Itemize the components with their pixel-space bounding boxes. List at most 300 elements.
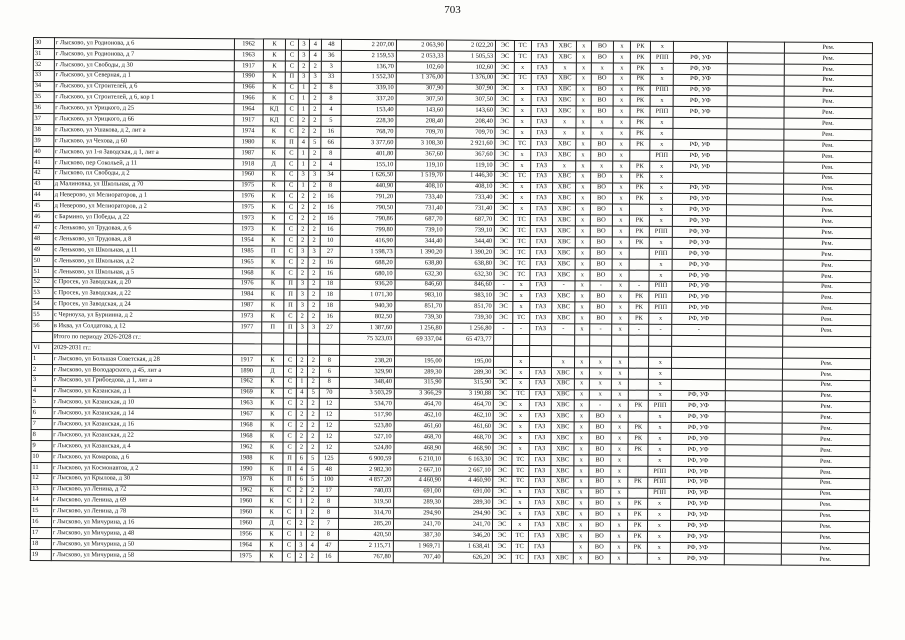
table-cell [673,172,727,183]
page-number: 703 [444,4,461,16]
table-cell [726,358,783,369]
table-cell: 2 [308,279,319,290]
table-cell: с Леньково, ул Школьная, д 5 [53,266,233,278]
table-cell: х [651,63,674,74]
table-cell: 2 667,10 [444,465,494,476]
table-cell: г Лысково, ул Большая Советская, д 28 [52,353,232,365]
table-cell: 307,50 [396,94,446,105]
table-cell: 2 [309,192,320,203]
table-cell: 3 377,60 [341,137,396,148]
table-cell: ВО [588,553,611,564]
table-cell: 1 969,71 [393,541,443,552]
table-cell [725,466,782,477]
table-cell: 2 [308,268,319,279]
table-cell: 2 [307,399,318,410]
table-cell: Рем. [784,107,872,118]
table-cell [589,346,612,357]
table-cell: ГАЗ [530,215,553,226]
table-cell: 802,50 [340,312,395,323]
table-cell: г Лысково, ул Комарова, д 6 [52,451,232,463]
table-cell: ГАЗ [528,531,551,542]
table-cell: С [283,518,295,529]
table-cell: ГАЗ [528,542,551,553]
table-cell: 16 [320,214,341,225]
table-cell: ТС [513,247,530,258]
table-cell: РФ, УФ [671,499,725,510]
table-cell: 790,50 [341,203,396,214]
table-cell: ЭС [496,51,515,62]
table-cell: 48 [318,464,339,475]
table-cell [296,344,307,355]
table-cell: 1977 [232,322,261,333]
table-cell: К [261,409,284,420]
table-cell: 2 [307,529,318,540]
table-cell: х [511,520,528,531]
table-cell: С [284,311,296,322]
table-cell: х [650,139,673,150]
table-cell: Рем. [783,260,871,271]
table-cell: 1960 [231,507,260,518]
table-cell: х [574,368,589,379]
table-cell: 13 [31,484,52,495]
table-cell: ВО [590,204,613,215]
table-cell: г Лысково, пл Свободы, д 2 [53,168,233,180]
table-cell: 38 [33,125,54,136]
table-cell: РФ, УФ [672,237,726,248]
table-cell: 33 [321,72,342,83]
table-cell: 14 [31,495,52,506]
table-cell [319,344,340,355]
table-cell: 1917 [232,355,261,366]
table-cell: 367,60 [396,149,446,160]
table-cell: х [649,357,672,368]
table-cell [726,281,783,292]
table-cell [725,445,782,456]
table-cell: 1975 [233,202,262,213]
table-cell: К [263,82,286,93]
table-cell: 7 [31,419,52,430]
table-cell: 44 [32,190,53,201]
table-cell: 3 [309,72,320,83]
table-cell [628,466,649,477]
table-cell: 461,60 [444,421,494,432]
table-cell: ВО [590,226,613,237]
table-cell: ВО [588,487,611,498]
table-cell [284,333,296,344]
table-cell: ХВС [553,84,576,95]
table-cell: РПП [651,52,674,63]
table-cell: 1987 [233,300,262,311]
table-cell: г Лысково, ул Родионова, д 7 [54,49,234,61]
table-cell: х [576,106,591,117]
table-cell: ТС [513,215,530,226]
table-cell: ГАЗ [530,160,553,171]
table-cell: 1890 [232,365,261,376]
table-cell: РК [627,531,648,542]
table-cell: К [262,213,285,224]
table-cell: х [512,400,529,411]
table-cell: 307,90 [396,83,446,94]
table-cell: 846,60 [445,280,495,291]
table-cell: 289,30 [394,366,444,377]
table-cell: РФ, УФ [671,521,725,532]
table-cell: 2 [308,224,319,235]
table-cell: К [262,191,285,202]
table-cell: 1962 [232,376,261,387]
table-cell: РФ, УФ [673,205,727,216]
table-cell: К [262,235,285,246]
table-cell [725,368,782,379]
table-cell: ЭС [495,204,514,215]
table-cell: ХВС [552,248,575,259]
table-cell: 16 [320,257,341,268]
table-cell: ТС [511,531,528,542]
table-cell: 401,80 [341,148,396,159]
table-cell: 6 [296,475,307,486]
table-cell: х [576,73,591,84]
table-cell: ХВС [552,389,575,400]
table-cell: ГАЗ [528,487,551,498]
table-cell [727,140,784,151]
table-cell: С [283,486,295,497]
table-cell: ТС [513,269,530,280]
table-cell: д Неверово, ул Мелиораторов, д 2 [53,201,233,213]
table-cell: ЭС [495,138,514,149]
table-cell: 1973 [232,311,261,322]
table-cell: 940,30 [340,301,395,312]
table-cell: 1967 [232,409,261,420]
table-cell: РФ, УФ [671,531,725,542]
table-cell [261,344,284,355]
table-cell [725,488,782,499]
table-cell: 46 [32,212,53,223]
table-cell [628,455,649,466]
table-cell: х [574,444,589,455]
table-cell: ХВС [554,52,577,63]
table-cell: ВО [590,172,613,183]
table-cell: х [613,215,630,226]
table-cell: К [263,39,286,50]
table-cell: К [263,93,286,104]
table-cell: РК [627,520,648,531]
table-cell: ГАЗ [528,498,551,509]
table-cell: 731,40 [395,203,445,214]
table-cell: ВО [589,291,612,302]
table-cell: 936,20 [340,279,395,290]
table-cell: 55 [32,310,53,321]
table-cell: х [553,128,576,139]
table-cell: х [514,149,531,160]
table-cell: 2 [296,366,307,377]
table-cell: 12 [319,399,340,410]
table-cell [673,118,727,129]
table-cell: х [648,444,671,455]
table-cell: С [286,61,298,72]
table-cell: С [285,235,297,246]
table-cell: ХВС [553,215,576,226]
table-cell: ТС [514,40,531,51]
table-cell: х [650,270,673,281]
table-cell: х [575,324,590,335]
table-cell: г Лысково, ул Родионова, д 6 [54,38,234,50]
table-cell: х [613,204,630,215]
table-cell: КД [263,104,286,115]
table-cell: К [262,278,285,289]
table-cell: Рем. [783,238,871,249]
table-cell: ХВС [551,498,574,509]
table-cell: 40 [33,146,54,157]
table-cell: 2 [309,159,320,170]
table-cell: 733,40 [445,192,495,203]
table-cell: С [283,551,295,562]
table-cell: 348,40 [340,377,395,388]
table-cell: Рем. [782,401,870,412]
table-cell: 846,60 [395,279,445,290]
table-cell: ХВС [552,367,575,378]
table-cell: х [612,368,629,379]
table-cell: х [613,183,630,194]
table-cell: К [261,398,284,409]
table-cell [628,346,649,357]
table-cell: 1 [295,497,306,508]
table-cell: 8 [318,529,339,540]
table-cell: 440,90 [341,181,396,192]
table-cell: 1990 [234,71,263,82]
table-cell [725,412,782,423]
table-cell: ВО [590,215,613,226]
table-cell: 1975 [231,551,260,562]
table-cell: С [286,83,298,94]
table-cell: 420,50 [339,529,394,540]
table-cell: ТС [512,476,529,487]
table-cell: К [260,540,283,551]
table-cell [649,346,672,357]
table-cell [726,325,783,336]
table-cell [726,303,783,314]
table-cell: 289,30 [444,367,494,378]
table-cell: ХВС [553,237,576,248]
table-cell: х [612,379,629,390]
table-cell: х [573,542,588,553]
table-cell: х [613,150,630,161]
table-cell: РФ, УФ [671,412,725,423]
table-cell: 2 [307,507,318,518]
table-cell: х [589,368,612,379]
table-cell: 344,40 [445,236,495,247]
table-cell: 1968 [232,420,261,431]
table-cell: 66 [320,137,341,148]
table-cell: х [512,422,529,433]
table-cell: ГАЗ [529,422,552,433]
table-cell: ТС [511,541,528,552]
table-cell: 8 [319,377,340,388]
table-cell: х [574,487,589,498]
table-cell [308,333,319,344]
table-cell: х [574,400,589,411]
table-cell: 8 [318,508,339,519]
table-cell: ГАЗ [529,313,552,324]
table-cell: с Леньково, ул Школьная, д 2 [53,255,233,267]
table-cell: 739,10 [445,225,495,236]
table-cell: 534,70 [339,399,394,410]
table-cell: Рем. [782,380,870,391]
table-cell: ТС [512,454,529,465]
table-cell: 2 [296,442,307,453]
table-cell: ЭС [495,171,514,182]
table-cell: 1984 [233,289,262,300]
table-cell: х [574,466,589,477]
table-cell: ГАЗ [530,269,553,280]
table-cell: х [576,161,591,172]
table-cell: 1 387,60 [340,323,395,334]
table-cell [296,333,307,344]
table-cell: 2029-2031 гг.: [52,343,232,355]
table-cell [725,477,782,488]
table-cell [627,553,648,564]
table-cell: 2 [309,126,320,137]
table-cell: ГАЗ [530,117,553,128]
table-cell: 1917 [234,115,263,126]
table-cell: РФ, УФ [673,227,727,238]
table-cell: 1 626,50 [341,170,396,181]
table-cell: х [611,520,628,531]
table-cell: РФ, УФ [671,542,725,553]
table-cell: РПП [651,85,674,96]
table-cell: х [651,96,674,107]
table-cell: 52 [32,277,53,288]
table-cell: х [576,172,591,183]
table-cell: Рем. [782,467,870,478]
table-cell: х [573,531,588,542]
table-cell [727,74,784,85]
table-cell: ВО [591,74,614,85]
table-cell: 468,70 [394,432,444,443]
table-cell: 799,80 [341,225,396,236]
table-cell: ЭС [493,509,512,520]
table-cell: 3 [298,72,309,83]
table-cell: ТС [514,171,531,182]
table-cell: г Лысково, ул Грибоедова, д 1, лит а [52,375,232,387]
table-cell [727,183,784,194]
table-cell: 136,70 [342,61,397,72]
table-cell: х [552,357,575,368]
table-cell: 289,30 [443,497,493,508]
table-cell: ЭС [493,487,512,498]
table-cell: - [552,324,575,335]
table-cell [529,335,552,346]
table-cell: 468,90 [444,443,494,454]
table-cell: РПП [649,303,672,314]
table-cell: С [283,420,295,431]
table-cell: 18 [319,290,340,301]
table-cell: 125 [318,453,339,464]
table-cell: 691,00 [443,487,493,498]
table-cell: ВО [591,41,614,52]
table-cell: х [575,259,590,270]
table-cell: ГАЗ [528,443,551,454]
table-cell: 51 [32,266,53,277]
table-cell: Рем. [782,456,870,467]
table-cell: С [285,159,297,170]
table-cell: х [650,118,673,129]
table-cell: РК [630,139,651,150]
table-cell: 5 [321,115,342,126]
table-cell: 1960 [231,496,260,507]
table-cell: ЭС [493,454,512,465]
table-cell: х [611,466,628,477]
table-cell: 2 [298,115,309,126]
table-cell: х [574,520,589,531]
table-cell: г Лысково, ул Казанская, д 1 [52,386,232,398]
table-cell: ЭС [493,432,512,443]
table-cell: 36 [321,50,342,61]
table-cell: 143,60 [446,105,496,116]
table-cell: РФ, УФ [671,553,725,564]
table-cell: х [613,172,630,183]
table-cell: С [285,224,297,235]
table-cell [725,423,782,434]
table-cell: РК [630,74,651,85]
table-cell [726,238,783,249]
table-cell: 119,10 [396,160,446,171]
table-cell: 1 390,20 [395,247,445,258]
table-cell: Рем. [783,282,871,293]
table-cell: РК [629,313,650,324]
table-cell: 2 [308,257,319,268]
table-cell: РК [629,172,650,183]
table-cell: 294,90 [443,508,493,519]
table-cell: 16 [320,224,341,235]
table-cell: 2 207,00 [342,39,397,50]
table-cell: 3 [297,246,308,257]
table-cell: РК [630,128,651,139]
table-cell: х [611,542,628,553]
table-cell: С [285,115,297,126]
table-cell: х [574,378,589,389]
table-cell: ВО [589,302,612,313]
table-cell: РФ, УФ [673,194,727,205]
table-cell: ЭС [494,269,513,280]
table-cell: г Лысково, ул Чехова, д 60 [54,136,234,148]
table-cell: ВО [588,477,611,488]
table-cell: г Лысково, ул Казанская, д 10 [52,397,232,409]
table-cell [724,554,781,565]
table-cell: С [283,431,295,442]
table-cell: х [576,139,591,150]
table-cell: Рем. [782,391,870,402]
table-cell: ХВС [551,411,574,422]
table-cell: 1 390,20 [445,247,495,258]
table-cell: ТС [513,236,530,247]
table-cell: С [283,507,295,518]
table-cell: 8 [319,355,340,366]
table-cell: 17 [30,528,51,539]
table-cell: ХВС [551,455,574,466]
table-cell: 1 552,30 [341,72,396,83]
table-cell: ВО [591,95,614,106]
table-cell: х [576,128,591,139]
table-cell [672,368,726,379]
table-cell: х [553,117,576,128]
table-cell: К [261,453,284,464]
table-cell [727,107,784,118]
table-cell [284,344,296,355]
table-cell: 1960 [231,518,260,529]
table-cell [628,368,649,379]
table-cell: 48 [321,39,342,50]
table-cell: ГАЗ [530,193,553,204]
table-cell [444,345,494,356]
